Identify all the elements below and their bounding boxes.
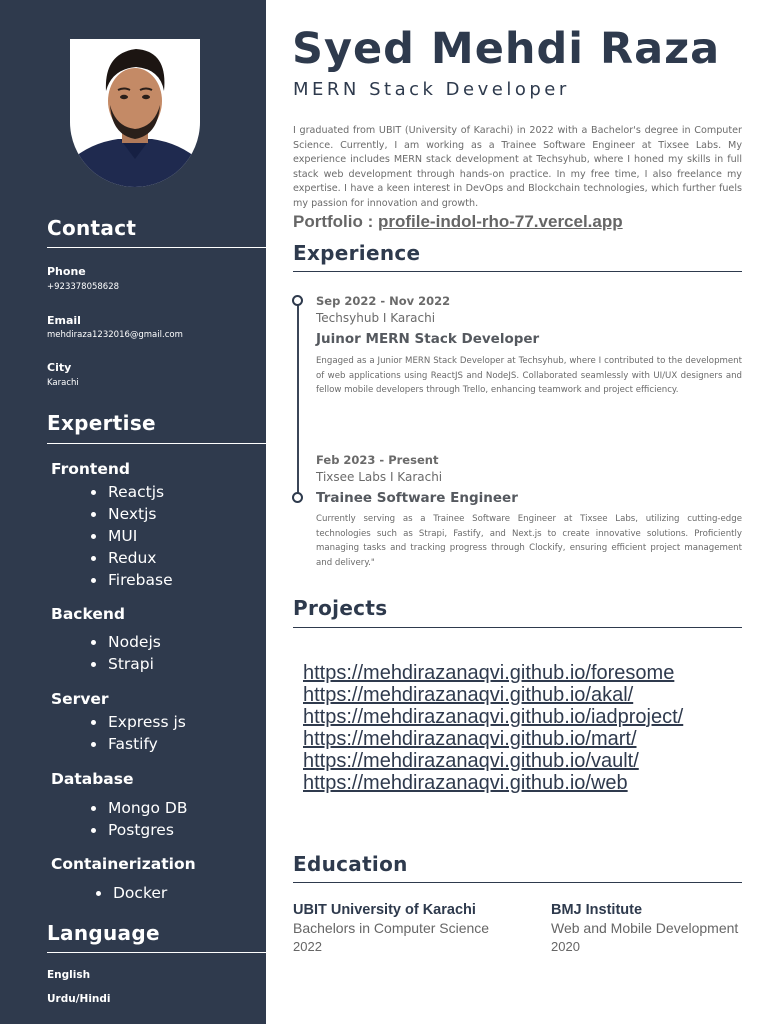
skill-group-title: Server: [51, 690, 109, 708]
skill-group-title: Database: [51, 770, 134, 788]
education-school: UBIT University of Karachi: [293, 902, 476, 918]
education-degree: Bachelors in Computer Science: [293, 920, 490, 936]
education-entry: [293, 901, 493, 955]
project-links: [303, 662, 683, 794]
projects-divider: [293, 627, 742, 628]
skill-item: Mongo DB: [91, 797, 261, 819]
email-label: Email: [47, 314, 81, 327]
language-item: Urdu/Hindi: [47, 993, 111, 1005]
skill-group-server: [51, 688, 261, 755]
experience-description: Currently serving as a Trainee Software Engineer at Tixsee Labs, utilizing cutting-edge technologies such as Strapi, Fastify, and Next.js to create innovative solutions. Proficiently managing tasks and tracking progress through Clockify, ensuring efficient project management and delivery.": [316, 514, 742, 569]
portfolio-link[interactable]: profile-indol-rho-77.vercel.app: [377, 212, 623, 231]
skill-item: Nodejs: [91, 631, 261, 653]
expertise-heading: Expertise: [47, 411, 156, 435]
experience-divider: [293, 271, 742, 272]
experience-date: Sep 2022 - Nov 2022: [316, 294, 451, 308]
email-value: mehdiraza1232016@gmail.com: [47, 330, 183, 340]
skill-item: Postgres: [91, 819, 261, 841]
timeline-dot: [292, 295, 303, 306]
skill-item: Firebase: [91, 569, 261, 591]
skill-item: Express js: [91, 711, 261, 733]
last-name: Raza: [599, 24, 721, 74]
project-link[interactable]: https://mehdirazanaqvi.github.io/foresome: [303, 662, 675, 684]
skill-item: Strapi: [91, 653, 261, 675]
skill-item: Docker: [96, 882, 261, 904]
skill-group-title: Backend: [51, 605, 125, 623]
project-link[interactable]: https://mehdirazanaqvi.github.io/mart/: [303, 728, 637, 750]
full-name: [292, 24, 720, 74]
language-heading: Language: [47, 921, 160, 945]
contact-divider: [47, 247, 266, 248]
skill-group-title: Frontend: [51, 460, 130, 478]
first-name: Syed Mehdi: [292, 24, 584, 74]
projects-heading: Projects: [293, 596, 388, 620]
education-school: BMJ Institute: [551, 902, 643, 918]
experience-description: Engaged as a Junior MERN Stack Developer at Techsyhub, where I contributed to the development of web applications using ReactJS and NodeJS. Collaborated seamlessly with UI/UX designers and fellow mobile developers through Trello, enhancing teamwork and project efficiency.: [316, 356, 742, 396]
skill-group-database: [51, 768, 261, 841]
city-label: City: [47, 361, 72, 374]
skill-item: Reactjs: [91, 481, 261, 503]
skill-group-backend: [51, 603, 261, 675]
avatar: [70, 39, 200, 187]
experience-title: Juinor MERN Stack Developer: [316, 331, 540, 347]
project-link[interactable]: https://mehdirazanaqvi.github.io/web: [303, 772, 628, 794]
portfolio-line: [293, 212, 623, 232]
experience-heading: Experience: [293, 241, 421, 265]
skill-group-containerization: [51, 853, 261, 904]
sidebar: [0, 0, 266, 1024]
about-paragraph: I graduated from UBIT (University of Karachi) in 2022 with a Bachelor's degree in Computer Science. Currently, I am working as a Trainee Software Engineer at Tixsee Labs. My experience includes MERN stack development at Techsyhub, where I honed my skills in full stack web development through hands-on practice. In my free time, I also freelance my expertise. I have a keen interest in DevOps and Blockchain technologies, which further fuels my passion for innovation and growth.: [293, 125, 742, 209]
language-item: English: [47, 969, 91, 981]
project-link[interactable]: https://mehdirazanaqvi.github.io/akal/: [303, 684, 634, 706]
experience-company: Techsyhub I Karachi: [316, 311, 436, 325]
education-heading: Education: [293, 852, 408, 876]
project-link[interactable]: https://mehdirazanaqvi.github.io/vault/: [303, 750, 639, 772]
experience-date: Feb 2023 - Present: [316, 453, 439, 467]
education-entry: [551, 901, 751, 955]
project-link[interactable]: https://mehdirazanaqvi.github.io/iadproject/: [303, 706, 684, 728]
expertise-divider: [47, 443, 266, 444]
skill-item: Fastify: [91, 733, 261, 755]
skill-item: Nextjs: [91, 503, 261, 525]
timeline-dot: [292, 492, 303, 503]
phone-value: +923378058628: [47, 282, 120, 292]
experience-company: Tixsee Labs I Karachi: [316, 470, 443, 484]
education-degree: Web and Mobile Development: [551, 920, 739, 936]
portfolio-label: Portfolio :: [293, 212, 378, 231]
experience-title: Trainee Software Engineer: [316, 490, 518, 506]
job-role: MERN Stack Developer: [293, 79, 570, 100]
skill-group-title: Containerization: [51, 855, 196, 873]
skill-item: Redux: [91, 547, 261, 569]
education-year: 2020: [551, 939, 580, 954]
contact-heading: Contact: [47, 216, 137, 240]
phone-label: Phone: [47, 265, 86, 278]
language-divider: [47, 952, 266, 953]
skill-group-frontend: [51, 458, 261, 591]
education-year: 2022: [293, 939, 322, 954]
city-value: Karachi: [47, 378, 79, 388]
skill-item: MUI: [91, 525, 261, 547]
education-divider: [293, 882, 742, 883]
timeline-line: [297, 301, 299, 497]
